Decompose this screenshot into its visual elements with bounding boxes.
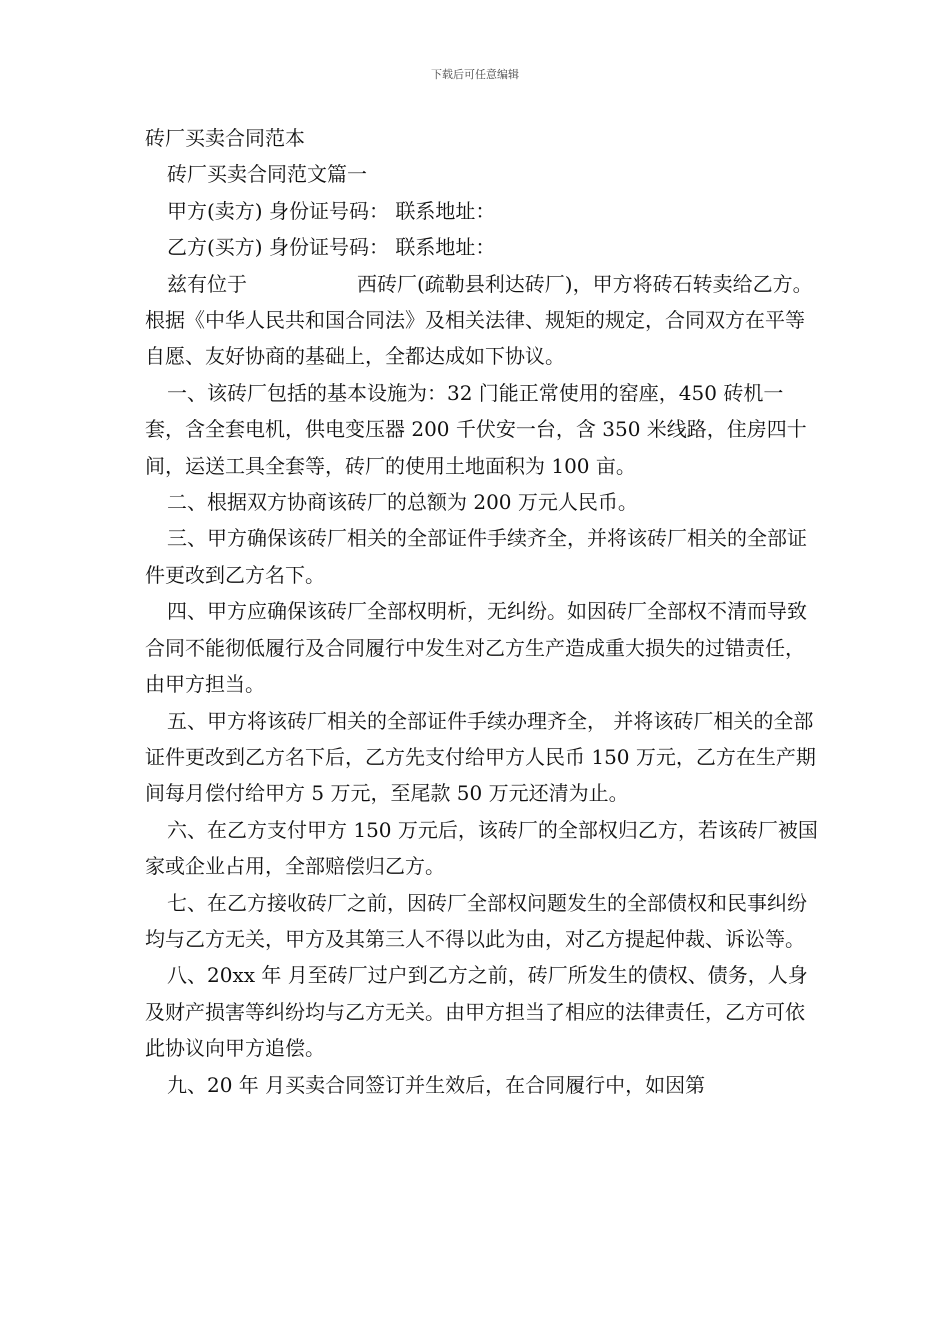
clause-7: 七、在乙方接收砖厂之前，因砖厂全部权问题发生的全部债权和民事纠纷均与乙方无关，甲方及其第三人不得以此为由，对乙方提起仲裁、诉讼等。	[145, 890, 807, 951]
page-header: 下载后可任意编辑	[431, 68, 519, 81]
document-title: 砖厂买卖合同范本	[145, 126, 305, 150]
clause-5: 五、甲方将该砖厂相关的全部证件手续办理齐全， 并将该砖厂相关的全部证件更改到乙方名下后，乙方先支付给甲方人民币 150 万元，乙方在生产期间每月偿付给甲方 5 万元，至尾款 50 万元还清为止。	[145, 708, 816, 806]
clause-9: 九、20 年 月买卖合同签订并生效后，在合同履行中，如因第	[167, 1072, 706, 1097]
clause-6: 六、在乙方支付甲方 150 万元后，该砖厂的全部权归乙方，若该砖厂被国家或企业占用，全部赔偿归乙方。	[145, 817, 818, 879]
party-b-line: 乙方(买方) 身份证号码： 联系地址：	[167, 235, 496, 260]
intro-paragraph	[145, 266, 821, 375]
intro-rest: 西砖厂(疏勒县利达砖厂)，甲方将砖石转卖给乙方。 根据《中华人民共和国合同法》及相关法律、规矩的规定，合同双方在平等自愿、友好协商的基础上，全都达成如下协议。	[145, 271, 813, 369]
clause-8: 八、20xx 年 月至砖厂过户到乙方之前，砖厂所发生的债权、债务，人身及财产损害等纠纷均与乙方无关。由甲方担当了相应的法律责任，乙方可依此协议向甲方追偿。	[145, 963, 808, 1061]
clause-4: 四、甲方应确保该砖厂全部权明析，无纠纷。如因砖厂全部权不清而导致合同不能彻低履行及合同履行中发生对乙方生产造成重大损失的过错责任，由甲方担当。	[145, 599, 807, 697]
document-body	[145, 120, 821, 1103]
clause-1: 一、该砖厂包括的基本设施为：32 门能正常使用的窑座，450 砖机一套，含全套电机，供电变压器 200 千伏安一台，含 350 米线路，住房四十间，运送工具全套等，砖厂的使用土地面积为 100 亩。	[145, 380, 807, 478]
document-subtitle: 砖厂买卖合同范文篇一	[167, 162, 367, 187]
clause-3: 三、甲方确保该砖厂相关的全部证件手续齐全，并将该砖厂相关的全部证件更改到乙方名下。	[145, 526, 807, 587]
intro-lead: 兹有位于	[167, 271, 247, 296]
party-a-line: 甲方(卖方) 身份证号码： 联系地址：	[167, 198, 496, 223]
clause-2: 二、根据双方协商该砖厂的总额为 200 万元人民币。	[167, 490, 638, 515]
